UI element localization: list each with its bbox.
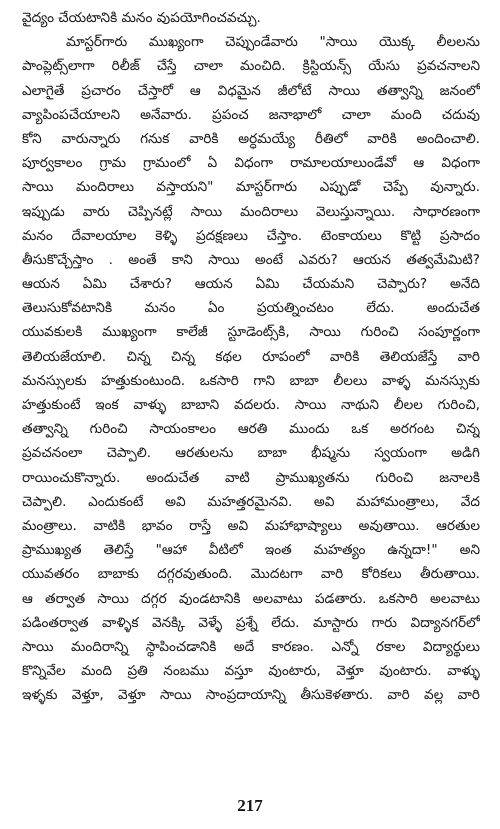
text-line: యువకులకి ముఖ్యంగా కాలేజీ స్టూడెంట్స్‌కి, సాయి గురించి సంపూర్ణంగా xyxy=(22,324,480,341)
text-line: వైద్యం చేయటానికి మనం వుపయోగించవచ్చు. xyxy=(22,10,261,26)
text-line: మనం దేవాలయాల కెళ్ళి ప్రదక్షణలు చేస్తాం. టెంకాయలు కొట్టి ప్రసాదం xyxy=(22,227,480,244)
text-line: తెలుసుకోవటానికి మనం ఏం ప్రయత్నించటం లేదు. అందుచేత xyxy=(22,300,480,317)
text-line: పూర్వకాలం గ్రామ గ్రామంలో ఏ విధంగా రామాలయాలుండేవో ఆ విధంగా xyxy=(22,155,480,172)
text-line: తత్వాన్ని గురించి సాయంకాలం ఆరతి ముందు ఒక అరగంట చిన్న xyxy=(22,421,480,438)
text-line: ఇళ్ళకు వెళ్తూ, వెళ్తూ సాయి సాంప్రదాయాన్ని తీసుకెళతారు. వారి వల్ల వారి xyxy=(22,687,480,704)
text-line: యువతరం బాబాకు దగ్గరవుతుంది. మొదటగా వారి కోరికలు తీరుతాయి. xyxy=(22,566,480,583)
text-line: ప్రవచనంలా చెప్పాలి. ఆరతులను బాబా భీష్మను స్వయంగా అడిగి xyxy=(22,445,480,462)
text-line: వ్యాపింపచేయాలని అనేవారు. ప్రపంచ జనాభాలో చాలా మంది చదువు xyxy=(22,106,480,123)
text-line: మనస్సులకు హత్తుకుంటుంది. ఒకసారి గాని బాబా లీలలు వాళ్ళ మనస్సుకు xyxy=(22,372,480,389)
text-line: కోని వారున్నారు గనుక వారికి అర్ధమయ్యే రీతిలో వారికి అందించాలి. xyxy=(22,130,480,147)
text-line: ఇప్పుడు వారు చెప్పినట్లే సాయి మందిరాలు వెలుస్తున్నాయి. సాధారణంగా xyxy=(22,203,480,220)
text-line: సాయి మందిరాలు వస్తాయని" మాస్టర్‌గారు ఎప్పుడో చెప్పే వున్నారు. xyxy=(22,179,480,196)
text-line: పాంప్లెట్స్‌లాగా రిలీజ్ చేస్తే చాలా మంచిది. క్రిస్టియన్స్ యేసు ప్రవచనాలని xyxy=(22,58,480,75)
text-line: ఎలాగైతే ప్రచారం చేస్తారో ఆ విధమైన జీలోటే సాయి తత్వాన్ని జనంలో xyxy=(22,82,480,99)
text-line: పడింతర్వాత వాళ్ళిక వెనక్కి వెళ్ళే ప్రశ్నే లేదు. మాస్టారు గారు విద్యానగర్‌లో xyxy=(22,614,480,631)
page-number: 217 xyxy=(237,796,263,815)
text-line: ఆయన ఏమి చేశారు? ఆయన ఏమి చేయమని చెప్పారు? అనేది xyxy=(22,276,480,293)
text-line: మంత్రాలు. వాటికి భావం రాస్తే అవి మహాభాష్యాలు అవుతాయి. ఆరతుల xyxy=(22,517,480,534)
text-line: సాయి మందిరాన్ని స్థాపించడానికి అదే కారణం. ఎన్నో రకాల విద్యార్థులు xyxy=(22,638,480,655)
text-line: రాయించుకొన్నారు. అందుచేత వాటి ప్రాముఖ్యతను గురించి జనాలకి xyxy=(22,469,480,486)
text-line: హత్తుకుంటే ఇంక వాళ్ళు బాబాని వదలరు. సాయి నాథుని లీలల గురించి, xyxy=(22,397,480,413)
text-line: తెలియజేయాలి. చిన్న చిన్న కథల రూపంలో వారికి తెలియజేస్తే వారి xyxy=(22,348,480,365)
text-line: కొన్నివేల మంది ప్రతి నంబము వస్తూ వుంటారు, వెళ్తూ వుంటారు. వాళ్ళు xyxy=(22,663,480,680)
text-line: ప్రాముఖ్యత తెలిస్తే "ఆహా వీటిలో ఇంత మహత్యం ఉన్నదా!" అని xyxy=(22,542,480,559)
text-line: ఆ తర్వాత సాయి దగ్గర వుండటానికి అలవాటు పడతారు. ఒకసారి అలవాటు xyxy=(22,590,480,607)
text-line: తీసుకొచ్చేస్తాం . అంతే కాని సాయి అంటే ఎవరు? ఆయన తత్వమేమిటి? xyxy=(22,251,480,268)
text-line: చెప్పాలి. ఎందుకంటే అవి మహత్తరమైనవి. అవి మహామంత్రాలు, వేద xyxy=(22,493,480,510)
page-body-text xyxy=(22,6,480,707)
text-line: మాస్టర్‌గారు ముఖ్యంగా చెప్పుండేవారు "సాయి యొక్క లీలలను xyxy=(66,34,480,51)
